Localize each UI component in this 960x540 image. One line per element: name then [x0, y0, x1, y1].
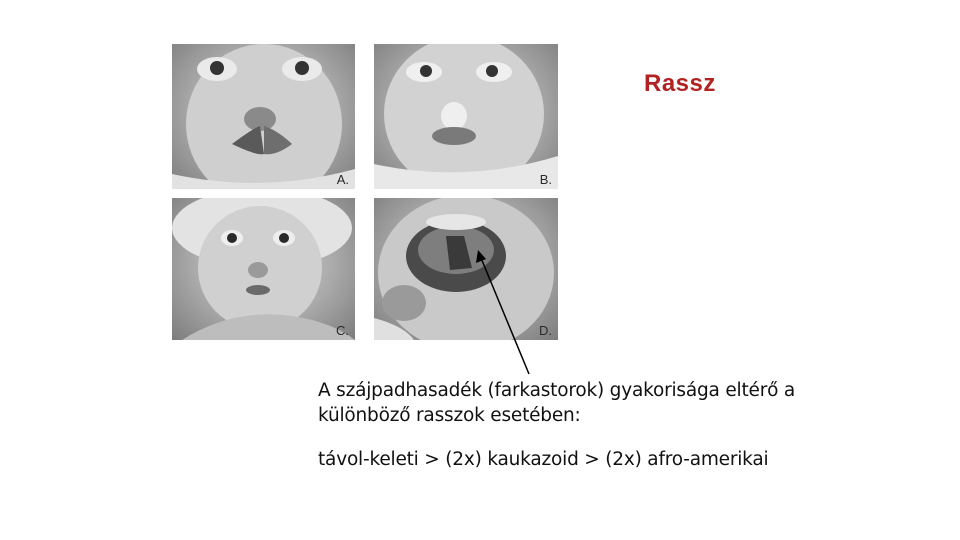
slide-title: Rassz: [644, 70, 716, 97]
caption-line-2: különböző rasszok esetében:: [318, 405, 581, 426]
photo-label-b: B.: [539, 172, 552, 187]
photo-label-c: C.: [336, 323, 349, 338]
caption-ratio: távol-keleti > (2x) kaukazoid > (2x) afro-amerikai: [318, 449, 769, 470]
caption-line-1: A szájpadhasadék (farkastorok) gyakorisága eltérő a: [318, 380, 796, 401]
photo-label-d: D.: [539, 323, 552, 338]
photo-label-a: A.: [336, 172, 349, 187]
caption: [318, 378, 858, 472]
